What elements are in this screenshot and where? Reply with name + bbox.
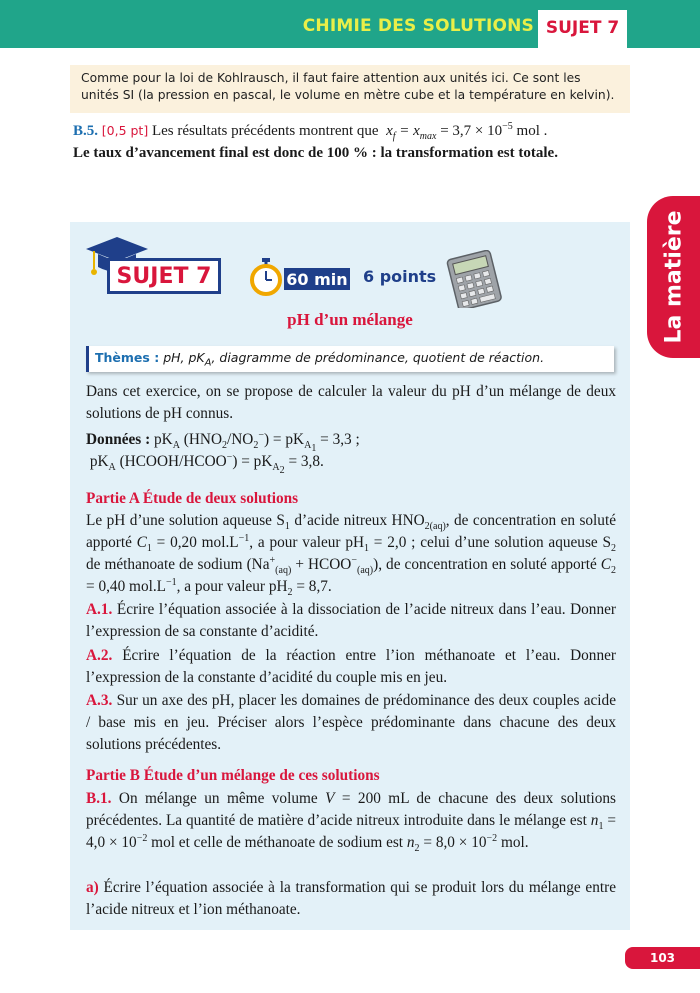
question-a2: A.2. Écrire l’équation de la réaction entre l’ion méthanoate et l’eau. Donner l’expression de la constante d’acidité du couple mis en jeu. [86, 647, 616, 686]
points: [0,5 pt] [101, 123, 149, 138]
method-note: Comme pour la loi de Kohlrausch, il faut faire attention aux unités ici. Ce sont les unités SI (la pression en pascal, le volume en mètre cube et la température en kelvin). [70, 65, 630, 113]
sujet-label: SUJET 7 [538, 10, 627, 54]
answer-text: Les résultats précédents montrent que [151, 123, 379, 139]
partie-a-title: Partie A Étude de deux solutions [86, 490, 299, 507]
question-a3: A.3. Sur un axe des pH, placer les domaines de prédominance des deux couples acide / base mis en jeu. Préciser alors l’espèce prédominante dans chacune des deux solutions précédentes. [86, 692, 616, 753]
equation-unit: mol . [516, 123, 548, 139]
themes-label: Thèmes : [95, 350, 160, 365]
question-a1: A.1. Écrire l’équation associée à la dissociation de l’acide nitreux dans l’eau. Donner l’expression de sa constante d’acidité. [86, 601, 616, 640]
calculator-icon [444, 250, 506, 308]
section-tab[interactable] [647, 196, 700, 358]
equation: $x_f = x_{max}$ [382, 123, 437, 142]
duration-badge: 60 min [284, 268, 350, 290]
themes-box [86, 346, 614, 372]
answer-b5 [73, 120, 633, 164]
themes-text: pH, $pK_A$, diagramme de prédominance, quotient de réaction. [163, 350, 545, 369]
intro-text: Dans cet exercice, on se propose de calculer la valeur du pH d’un mélange de deux solutions de pH connus. [86, 383, 616, 422]
points-label: 6 points [363, 267, 437, 286]
question-number: B.5. [73, 123, 99, 139]
question-b1-a: a) Écrire l’équation associée à la transformation qui se produit lors du mélange entre l’acide nitreux et l’ion méthanoate. [86, 879, 616, 918]
data-block: Données : $pK_A$ $(HNO_2/NO_2^-) = pK_{A_1} = 3,3$ ; $pK_A$ (HCOOH/HCOO−) = $pK_{A_2} = 3,8$. [86, 429, 360, 477]
equation-value: = 3,7 × 10 [440, 123, 503, 139]
stopwatch-icon [249, 258, 283, 296]
donnees-label: Données : [86, 431, 151, 448]
partie-a-statement: Le pH d’une solution aqueuse $S_1$ d’acide nitreux $HNO_{2(aq)}$, de concentration en soluté apporté $C_1 = 0,20$ $mol.L^{-1}$, a pour valeur $pH_1 = 2,0$ ; celui d’une solution aqueuse $S_2$ de méthanoate de sodium ($Na^+_{(aq)}$ + $HCOO^-_{(aq)}$), de concentration en soluté apporté $C_2 = 0,40$ $mol.L^{-1}$, a pour valeur $pH_2 = 8,7$. [86, 512, 616, 599]
chapter-title: CHIMIE DES SOLUTIONS [302, 16, 534, 36]
page-number: 103 [625, 947, 700, 969]
conclusion: Le taux d’avancement final est donc de 100 % : la transformation est totale. [73, 145, 558, 161]
exercise-title: pH d’un mélange [287, 310, 413, 329]
equation-exponent: −5 [502, 121, 513, 132]
partie-b-title: Partie B Étude d’un mélange de ces solutions [86, 767, 380, 784]
sujet-badge: SUJET 7 [107, 258, 221, 294]
section-tab-label: La matière [661, 210, 686, 344]
question-b1: B.1. On mélange un même volume V = 200 mL de chacune des deux solutions précédentes. La quantité de matière d’acide nitreux introduite dans le mélange est $n_1 = 4,0 \times 10^{-2}$ mol et celle de méthanoate de sodium est $n_2 = 8,0 \times 10^{-2}$ mol. [86, 790, 617, 855]
